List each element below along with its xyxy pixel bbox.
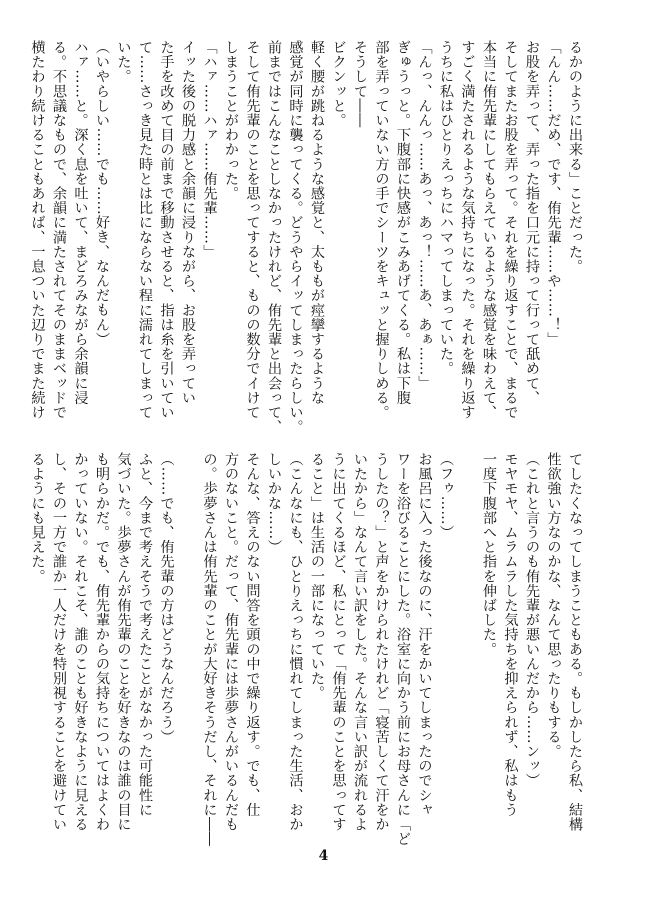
text-line: ぎゅうっと。下腹部に快感がこみあげてくる。私は下腹 <box>395 40 411 405</box>
text-line: すごく満たされるような気持ちになった。それを繰り返す <box>459 40 476 420</box>
text-line: ハァ……と。深く息を吐いて、まどろみながら余韻に浸 <box>72 40 89 405</box>
text-line: （これと言うのも侑先輩が悪いんだから……ンッ） <box>524 452 540 788</box>
text-line: そうして―― <box>352 40 368 128</box>
text-line: ワーを浴びることにした。浴室に向かう前にお母さんに「ど <box>395 452 411 847</box>
text-line: （こんなにも、ひとりえっちに慣れてしまった生活、おか <box>287 452 304 832</box>
text-line: 感覚が同時に襲ってくる。どうやらイッてしまったらしい。 <box>287 40 304 435</box>
text-line: （……でも、侑先輩の方はどうなんだろう） <box>158 452 175 744</box>
text-line: 前まではこんなことしなかったけれど、侑先輩と出会って、 <box>266 40 282 435</box>
text-line: 「ハァ……ハァ……侑先輩……」 <box>201 40 218 259</box>
text-line: るようにも見えた。 <box>29 452 46 584</box>
text-line: 気づいた。歩夢さんが侑先輩のことを好きなのは誰の目に <box>115 452 132 832</box>
text-line: いたから」なんて言い訳をした。そんな言い訳が流れるよ <box>352 452 368 832</box>
text-line: しまうことがわかった。 <box>223 40 239 201</box>
text-line: 横たわり続けることもあれば、一息ついた辺りでまた続け <box>29 40 46 420</box>
text-line: 本当に侑先輩にしてもらえているような感覚を味わえて、 <box>481 40 497 420</box>
text-line: 「んっ、んんっ……あっ、あっ！……あ、あぁ……」 <box>416 40 433 391</box>
text-line: （いやらしい……でも……好き、なんだもん） <box>94 40 110 347</box>
text-line: うに出てくるほど、私にとって「侑先輩のことを思ってす <box>330 452 347 832</box>
text-line: 一度下腹部へと指を伸ばした。 <box>481 452 497 657</box>
text-line: しいかな……） <box>266 452 282 555</box>
text-line: ふと、今まで考えそうで考えたことがなかった可能性に <box>137 452 153 817</box>
text-line: 部を弄っていない方の手でシーツをキュッと握りしめる。 <box>373 40 390 420</box>
text-line: 方のないこと。だって、侑先輩には歩夢さんがいるんだも <box>223 452 239 832</box>
lower-text-block <box>29 452 585 847</box>
blank-line <box>177 452 199 842</box>
text-line: 「んん……だめ、です、侑先輩……や……！」 <box>545 40 562 347</box>
text-line: うしたの？」と声をかけられたけれど「寝苦しくて汗をか <box>373 452 390 832</box>
page-number: 4 <box>318 848 329 864</box>
text-line: 軽く腰が跳ねるような感覚と、太ももが痙攣するような <box>309 40 325 405</box>
text-line: る。不思議なもので、余韻に満たされてそのままベッドで <box>51 40 67 420</box>
text-line: そして侑先輩のことを思ってすると、ものの数分でイけて <box>244 40 261 420</box>
text-line: も明らかだ。でも、侑先輩からの気持ちについてはよくわ <box>94 452 110 832</box>
text-line: の。歩夢さんは侑先輩のことが大好きそうだし、それに―― <box>201 452 218 847</box>
text-line: て……さっき見た時とは比にならない程に濡れてしまって <box>137 40 153 420</box>
text-line: かっていない。それこそ、誰のことも好きなように見える <box>72 452 89 832</box>
text-line: イッた後の脱力感と余韻に浸りながら、お股を弄ってい <box>180 40 196 405</box>
text-line: いた。 <box>115 40 132 84</box>
text-line: そんな、答えのない問答を頭の中で繰り返す。でも、仕 <box>244 452 261 817</box>
blank-line <box>456 452 478 842</box>
text-line: し、その一方で誰か一人だけを特別視することを避けてい <box>51 452 67 832</box>
text-line: モヤモヤ、ムラムラした気持ちを抑えられず、私はもう <box>502 452 519 817</box>
upper-text-block <box>29 40 585 435</box>
text-line: るかのように出来る」ことだった。 <box>567 40 583 274</box>
text-line: うちに私はひとりえっちにハマってしまっていた。 <box>438 40 454 376</box>
text-line: た手を改めて目の前まで移動させると、指は糸を引いてい <box>158 40 175 420</box>
text-line: ること」は生活の一部になっていた。 <box>309 452 325 701</box>
text-line: 性欲強い方なのかな、なんて思ったりもする。 <box>545 452 562 759</box>
text-line: そしてまたお股を弄って。それを繰り返すことで、まるで <box>502 40 519 420</box>
text-line: お股を弄って、弄った指を口元に持って行って舐めて、 <box>524 40 540 405</box>
text-line: てしたくなってしまうこともある。もしかしたら私、結構 <box>567 452 583 832</box>
text-line: （フゥ……） <box>438 452 454 540</box>
text-line: ビクンッと。 <box>330 40 347 128</box>
text-line: お風呂に入った後なのに、汗をかいてしまったのでシャ <box>416 452 433 817</box>
